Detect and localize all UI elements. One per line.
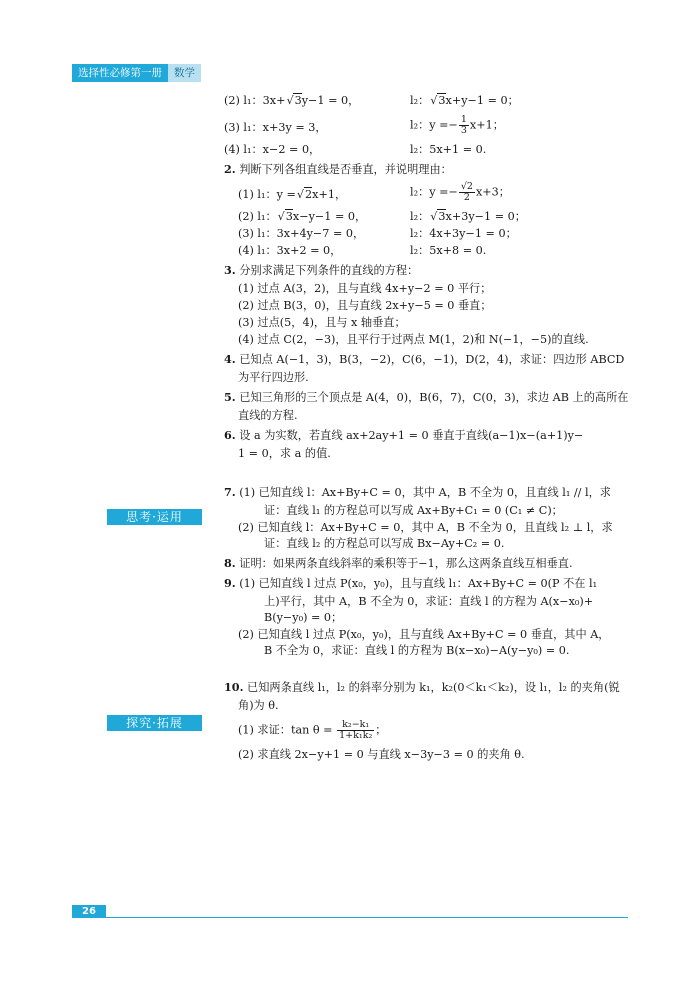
- q9-part2: (2) 已知直线 l 过点 P(x₀，y₀)，且与直线 Ax+By+C = 0 垂直，其中 A，: [238, 628, 610, 641]
- q2-item-1: (1) l₁：y =√ 2x+1， l₂：y =− $\frac{√2}{2}$ x+3；: [224, 182, 634, 203]
- question-10-cont: 角)为 θ.: [238, 699, 279, 712]
- q10-part2: (2) 求直线 2x−y+1 = 0 与直线 x−3y−3 = 0 的夹角 θ.: [238, 748, 525, 761]
- q1-item-4: (4) l₁：x−2 = 0， l₂：5x+1 = 0.: [224, 143, 487, 156]
- question-6: 6. 设 a 为实数，若直线 ax+2ay+1 = 0 垂直于直线(a−1)x−(a+1)y−: [224, 428, 584, 442]
- exercise-content: [224, 90, 634, 763]
- page-number: 26: [72, 905, 106, 918]
- q7-part1-cont: 证：直线 l₁ 的方程总可以写成 Ax+By+C₁ = 0 (C₁ ≠ C)；: [264, 504, 563, 517]
- question-8: 8. 证明：如果两条直线斜率的乘积等于−1，那么这两条直线互相垂直.: [224, 556, 573, 570]
- question-9: 9. (1) 已知直线 l 过点 P(x₀，y₀)，且与直线 l₁：Ax+By+C = 0(P 不在 l₁: [224, 576, 598, 590]
- question-4: 4. 已知点 A(−1，3)，B(3，−2)，C(6，−1)，D(2，4)，求证：四边形 ABCD: [224, 352, 625, 366]
- q9-part1-cont: 上)平行，其中 A，B 不全为 0，求证：直线 l 的方程为 A(x−x₀)+: [264, 595, 594, 608]
- q1-item-3: (3) l₁：x+3y = 3， l₂：y =− $\frac{1}{3}$ x+1；: [224, 114, 504, 136]
- q1-item-2: (2) l₁：3x+√ 3y−1 = 0， l₂：√ 3x+y−1 = 0；: [224, 93, 634, 109]
- fraction: $\frac{√2}{2}$: [460, 181, 473, 203]
- question-4-cont: 为平行四边形.: [238, 371, 309, 384]
- q3-item: (1) 过点 A(3，2)，且与直线 4x+y−2 = 0 平行；: [238, 282, 492, 295]
- q10-part1: (1) 求证：tan θ = $\frac{\text{k₂−k₁}}{\text{1+k₁k₂}}$ ；: [238, 719, 387, 741]
- question-10: 10. 已知两条直线 l₁，l₂ 的斜率分别为 k₁，k₂(0＜k₁＜k₂)，设 l₁，l₂ 的夹角(锐: [224, 680, 620, 694]
- q3-item: (4) 过点 C(2，−3)，且平行于过两点 M(1，2)和 N(−1，−5)的直线.: [238, 333, 589, 346]
- section-banner-explore: 探究·拓展: [107, 715, 202, 731]
- q2-item-2: (2) l₁：√ 3x−y−1 = 0， l₂：√ 3x+3y−1 = 0；: [224, 209, 634, 225]
- q3-item: (2) 过点 B(3，0)，且与直线 2x+y−5 = 0 垂直；: [238, 299, 492, 312]
- q7-part2-cont: 证：直线 l₂ 的方程总可以写成 Bx−Ay+C₂ = 0.: [264, 537, 505, 550]
- question-5: 5. 已知三角形的三个顶点是 A(4，0)，B(6，7)，C(0，3)，求边 AB 上的高所在: [224, 390, 629, 404]
- question-2: 2. 判断下列各组直线是否垂直，并说明理由：: [224, 162, 452, 176]
- footer-divider: [72, 917, 628, 918]
- question-7: 7. (1) 已知直线 l：Ax+By+C = 0，其中 A，B 不全为 0，且直线 l₁ // l，求: [224, 485, 611, 499]
- question-3: 3. 分别求满足下列条件的直线的方程：: [224, 263, 419, 277]
- page-header: [72, 64, 201, 82]
- fraction: $\frac{\text{k₂−k₁}}{\text{1+k₁k₂}}$: [339, 719, 373, 741]
- q7-part2: (2) 已知直线 l：Ax+By+C = 0，其中 A，B 不全为 0，且直线 l₂ ⊥ l，求: [238, 521, 613, 534]
- q9-part2-cont: B 不全为 0，求证：直线 l 的方程为 B(x−x₀)−A(y−y₀) = 0.: [264, 644, 570, 657]
- q2-item-3: (3) l₁：3x+4y−7 = 0， l₂：4x+3y−1 = 0；: [238, 227, 517, 240]
- question-6-cont: 1 = 0，求 a 的值.: [238, 447, 331, 460]
- section-banner-think: 思考·运用: [107, 509, 202, 525]
- fraction: $\frac{1}{3}$: [460, 114, 467, 136]
- subject-label: 数学: [168, 64, 201, 82]
- q3-item: (3) 过点(5，4)，且与 x 轴垂直；: [238, 316, 406, 329]
- question-5-cont: 直线的方程.: [238, 409, 298, 422]
- q9-part1-cont2: B(y−y₀) = 0；: [264, 611, 343, 624]
- book-title: 选择性必修第一册: [72, 64, 168, 82]
- q2-item-4: (4) l₁：3x+2 = 0， l₂：5x+8 = 0.: [238, 244, 487, 257]
